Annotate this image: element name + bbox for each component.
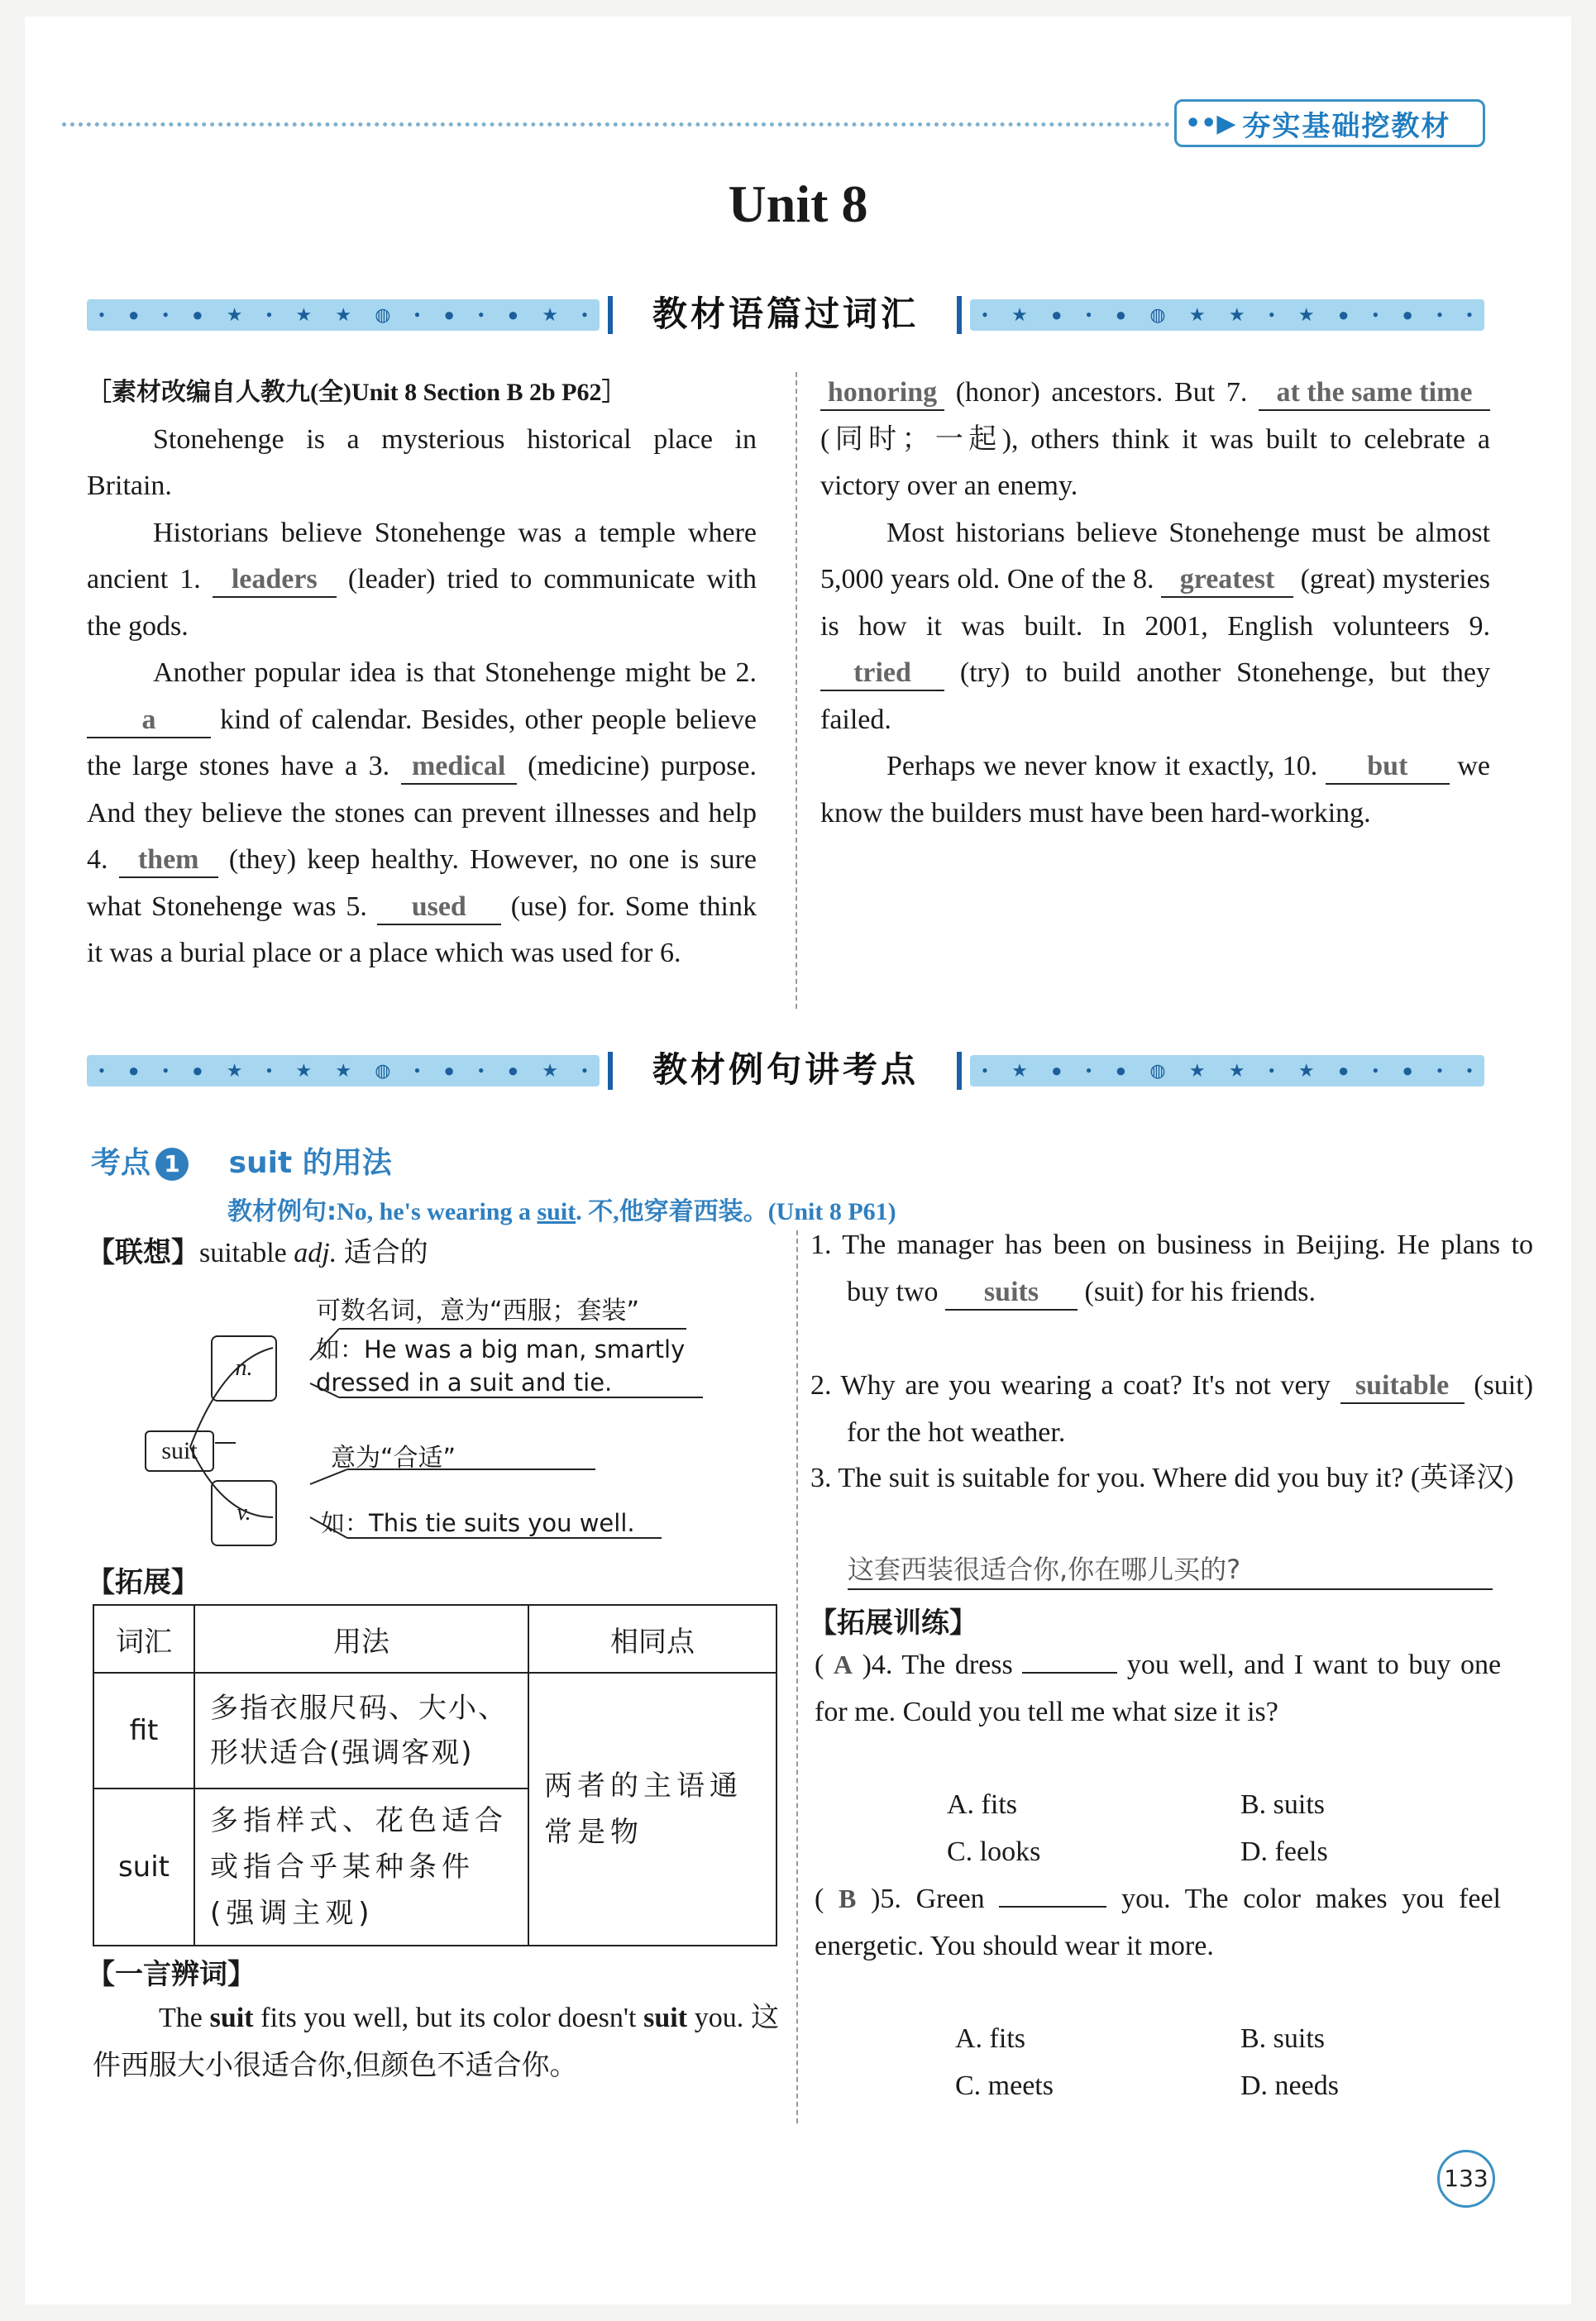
question-4: ( A )4. The dress you well, and I want to buy one for me. Could you tell me what size it is? [815,1650,1502,1727]
passage-paragraph-3: Another popular idea is that Stonehenge might be 2. a kind of calendar. Besides, other people believe the large stones have a 3. medical (medicine) purpose. And they believe the stones can prevent illnesses and help 4. them (they) keep healthy. However, no one is sure what Stonehenge was 5. used (use) for. Some think it was a burial place or a place which was used for 6. [87,657,757,968]
q4-option-c[interactable]: C. looks [947,1836,1041,1867]
answer-blank-6: honoring [820,376,944,411]
q4-option-d[interactable]: D. feels [1240,1836,1328,1867]
distinguish-sentence: The suit fits you well, but its color doesn't suit you. 这件西服大小很适合你,但颜色不适合你。 [93,2003,780,2081]
banner-decoration-right: • ★ ● • ● ◍ ★ ★ • ★ ● • ● • • [970,1055,1484,1086]
question-5: ( B )5. Green you. The color makes you feel energetic. You should wear it more. [815,1884,1502,1961]
answer-blank-4: them [119,843,218,878]
answer-blank-5: used [377,891,501,925]
answer-blank-10: but [1326,750,1450,785]
key-point-heading: 考点 1 suit 的用法 [91,1146,392,1180]
verb-example: 如：This tie suits you well. [321,1509,635,1537]
passage-paragraph-1: Stonehenge is a mysterious historical place in Britain. [87,423,757,501]
answer-blank-1: leaders [213,563,337,598]
question-5-answer: B [839,1884,857,1913]
passage-left-column [87,370,757,977]
question-4-blank [1022,1672,1117,1674]
passage-source: ［素材改编自人教九(全)Unit 8 Section B 2b P62］ [87,379,627,406]
header-tag-text: 夯实基础挖教材 [1242,109,1451,143]
passage-paragraph-4: Most historians believe Stonehenge must be almost 5,000 years old. One of the 8. greatest (great) mysteries is how it was built. In 2001, English volunteers 9. tried (try) to build another Stonehenge, but they failed. [820,517,1491,735]
double-arrow-icon: ••▶ [1185,108,1236,138]
noun-meaning: 可数名词，意为“西服；套装” [316,1297,640,1325]
table-header-common: 相同点 [528,1605,776,1673]
section2-title: 教材例句讲考点 [652,1049,919,1090]
page-number: 133 [1437,2150,1495,2208]
key-point-number: 1 [155,1148,189,1181]
verb-meaning: 意为“合适” [331,1444,456,1473]
table-header-usage: 用法 [194,1605,528,1673]
answer-blank-8: greatest [1161,563,1293,598]
exercise-3-answer: 这套西装很适合你,你在哪儿买的? [848,1550,1493,1590]
exercise-2: 2. Why are you wearing a coat? It's not very suitable (suit) for the hot weather. [810,1370,1534,1448]
exercise-1-answer: suits [945,1276,1078,1311]
table-row-fit-usage: 多指衣服尺码、大小、形状适合(强调客观) [194,1673,528,1789]
column-divider-2 [796,1230,798,2123]
question-4-options [947,1782,1493,1875]
banner-decoration-left: • ● • ● ★ • ★ ★ ◍ • ● • ● ★ • [87,299,600,331]
question-4-answer: A [833,1650,853,1679]
table-common-point: 两者的主语通常是物 [528,1673,776,1946]
key-point-title: suit 的用法 [228,1146,392,1180]
q5-option-c[interactable]: C. meets [955,2070,1054,2101]
header-tag [1174,99,1485,147]
section2-banner [87,1047,1484,1093]
q5-option-b[interactable]: B. suits [1240,2023,1326,2054]
header-dotted-line [62,122,1170,127]
banner-decoration-left: • ● • ● ★ • ★ ★ ◍ • ● • ● ★ • [87,1055,600,1086]
training-tag: 【拓展训练】 [809,1607,977,1640]
section1-banner [87,291,1484,337]
question-5-options [955,2016,1501,2109]
question-5-blank [999,1906,1106,1908]
banner-decoration-right: • ★ ● • ● ◍ ★ ★ • ★ ● • ● • • [970,299,1484,331]
q4-option-b[interactable]: B. suits [1240,1789,1326,1820]
q5-option-a[interactable]: A. fits [955,2023,1025,2054]
passage-paragraph-3-continued: honoring (honor) ancestors. But 7. at the same time (同时；一起), others think it was built to celebrate a victory over an enemy. [820,377,1490,501]
distinguish-tag: 【一言辨词】 [87,1958,256,1991]
table-row-fit-word: fit [93,1673,194,1789]
exercise-2-answer: suitable [1340,1369,1465,1404]
table-row-suit-word: suit [93,1789,194,1946]
association-line: 【联想】suitable adj. 适合的 [87,1236,428,1269]
fit-suit-table [93,1604,777,1946]
exercise-1: 1. The manager has been on business in Beijing. He plans to buy two suits (suit) for his friends. [810,1222,1533,1316]
section1-title: 教材语篇过词汇 [652,294,919,334]
table-row-suit-usage: 多指样式、花色适合或指合乎某种条件(强调主观) [194,1789,528,1946]
mind-map-root: suit [145,1430,214,1472]
exercise-3: 3. The suit is suitable for you. Where did you buy it? (英译汉) [810,1463,1514,1493]
mind-map-verb: v. [211,1480,277,1546]
textbook-example: 教材例句:No, he's wearing a suit. 不,他穿着西装。(Unit 8 P61) [227,1197,896,1226]
answer-blank-3: medical [401,750,517,785]
extension-tag: 【拓展】 [87,1566,199,1599]
page-title: Unit 8 [728,174,868,233]
table-header-word: 词汇 [93,1605,194,1673]
answer-blank-9: tried [820,657,944,691]
mind-map-noun: n. [211,1335,277,1402]
passage-paragraph-5: Perhaps we never know it exactly, 10. but we know the builders must have been hard-working. [820,751,1491,829]
q5-option-d[interactable]: D. needs [1240,2070,1339,2101]
passage-right-column [820,370,1490,837]
noun-example: 如：He was a big man, smartly dressed in a suit and tie. [316,1335,686,1397]
answer-blank-7: at the same time [1259,376,1490,411]
answer-blank-2: a [87,704,211,738]
passage-paragraph-2: Historians believe Stonehenge was a temple where ancient 1. leaders (leader) tried to communicate with the gods. [87,517,757,642]
column-divider [796,372,797,1009]
q4-option-a[interactable]: A. fits [947,1789,1017,1820]
